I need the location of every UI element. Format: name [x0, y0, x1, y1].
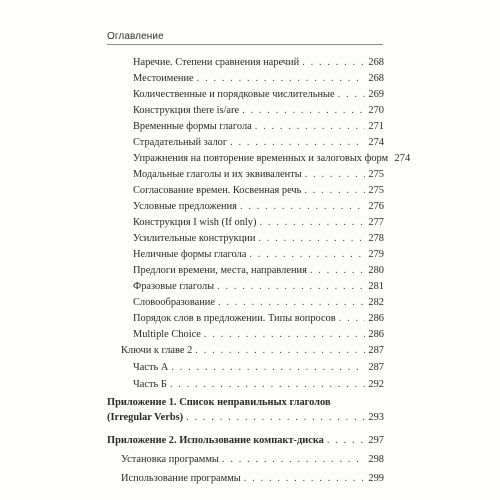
toc-entry-title: Порядок слов в предложении. Типы вопросов	[133, 313, 336, 324]
dot-leader	[310, 265, 365, 277]
dot-leader	[255, 121, 365, 133]
toc-entry[interactable]	[133, 379, 384, 391]
running-header: Оглавление	[107, 31, 164, 42]
toc-entry-title: Количественные и порядковые числительные	[133, 89, 335, 100]
toc-entry[interactable]	[133, 185, 384, 197]
dot-leader	[258, 233, 365, 245]
toc-entry-page: 269	[368, 89, 384, 100]
toc-entry-title: Часть А	[133, 362, 169, 373]
toc-entry[interactable]	[133, 169, 384, 181]
toc-entry-title: Multiple Choice	[133, 329, 201, 340]
toc-entry[interactable]	[133, 153, 411, 165]
toc-entry[interactable]	[133, 89, 384, 101]
toc-entry-title: Согласование времен. Косвенная речь	[133, 185, 302, 196]
toc-entry[interactable]	[133, 217, 384, 229]
dot-leader	[339, 313, 365, 325]
toc-entry[interactable]	[121, 454, 384, 466]
toc-entry[interactable]	[133, 73, 384, 85]
toc-entry-page: 279	[368, 249, 384, 260]
toc-entry-title: Установка программы	[121, 454, 219, 465]
toc-entry[interactable]	[133, 57, 384, 69]
toc-entry-page: 276	[368, 201, 384, 212]
toc-entry-title: Упражнения на повторение временных и залоговых форм	[133, 153, 389, 164]
toc-entry-title: Конструкция there is/are	[133, 105, 240, 116]
dot-leader	[305, 169, 365, 181]
dot-leader	[171, 362, 365, 374]
toc-entry-title: Использование программы	[121, 473, 241, 484]
dot-leader	[242, 105, 365, 117]
toc-entry-page: 268	[368, 57, 384, 68]
toc-entry-page: 286	[368, 329, 384, 340]
toc-entry[interactable]	[133, 297, 384, 309]
toc-entry-page: 268	[368, 73, 384, 84]
toc-entry[interactable]	[133, 265, 384, 277]
toc-entry-page: 298	[368, 454, 384, 465]
toc-entry[interactable]	[133, 201, 384, 213]
toc-entry[interactable]	[133, 121, 384, 133]
toc-entry-page: 271	[368, 121, 384, 132]
dot-leader	[204, 329, 365, 341]
toc-entry-page: 281	[368, 281, 384, 292]
toc-entry-title: Конструкция I wish (If only)	[133, 217, 257, 228]
toc-entry[interactable]	[133, 329, 384, 341]
toc-entry-title: Словообразование	[133, 297, 215, 308]
toc-entry[interactable]	[133, 137, 384, 149]
toc-entry-title: Временные формы глагола	[133, 121, 252, 132]
toc-entry[interactable]	[133, 249, 384, 261]
toc-entry-page: 292	[368, 379, 384, 390]
dot-leader	[327, 435, 365, 447]
toc-entry-page: 275	[368, 169, 384, 180]
dot-leader	[259, 217, 365, 229]
dot-leader	[170, 379, 365, 391]
toc-entry-page: 299	[368, 473, 384, 484]
dot-leader	[222, 454, 365, 466]
toc-entry-title: Наречие. Степени сравнения наречий	[133, 57, 300, 68]
toc-entry[interactable]	[121, 345, 384, 357]
toc-entry[interactable]	[133, 105, 384, 117]
toc-entry-page: 274	[394, 153, 411, 164]
toc-entry[interactable]	[133, 362, 384, 374]
toc-entry-title: Предлоги времени, места, направления	[133, 265, 307, 276]
toc-entry-title: Усилительные конструкции	[133, 233, 256, 244]
dot-leader	[302, 57, 365, 69]
toc-entry-title: Приложение 2. Использование компакт-диска	[107, 435, 324, 446]
toc-entry-title: Страдательный залог	[133, 137, 228, 148]
toc-entry-title: Ключи к главе 2	[121, 345, 193, 356]
toc-entry-title: Модальные глаголы и их эквиваленты	[133, 169, 302, 180]
toc-entry-page: 286	[368, 313, 384, 324]
toc-entry[interactable]	[121, 473, 384, 485]
toc-entry-page: 287	[368, 362, 384, 373]
toc-appendix-1[interactable]	[107, 412, 384, 424]
toc-entry-title: Фразовые глаголы	[133, 281, 215, 292]
toc-entry-page: 282	[368, 297, 384, 308]
header-divider	[107, 44, 383, 45]
toc-entry-title: Условные предложения	[133, 201, 237, 212]
dot-leader	[338, 89, 365, 101]
toc-entry-page: 280	[368, 265, 384, 276]
toc-entry-page: 297	[368, 435, 384, 446]
dot-leader	[230, 137, 365, 149]
toc-entry-page: 293	[368, 412, 384, 423]
toc-entry-title: Часть Б	[133, 379, 167, 390]
dot-leader	[218, 297, 365, 309]
dot-leader	[249, 249, 365, 261]
toc-entry-page: 278	[368, 233, 384, 244]
dot-leader	[244, 473, 365, 485]
dot-leader	[217, 281, 365, 293]
toc-entry[interactable]	[133, 233, 384, 245]
dot-leader	[197, 73, 365, 85]
toc-entry-page: 287	[368, 345, 384, 356]
toc-appendix-1-line1[interactable]: Приложение 1. Список неправильных глаголов	[107, 397, 331, 408]
toc-entry-title: (Irregular Verbs)	[107, 412, 184, 423]
toc-entry-title: Местоимение	[133, 73, 194, 84]
toc-entry-page: 270	[368, 105, 384, 116]
toc-entry-page: 274	[368, 137, 384, 148]
toc-entry[interactable]	[133, 313, 384, 325]
toc-entry-page: 275	[368, 185, 384, 196]
toc-appendix-2[interactable]	[107, 435, 384, 447]
dot-leader	[240, 201, 365, 213]
dot-leader	[186, 412, 365, 424]
toc-entry-title: Неличные формы глагола	[133, 249, 247, 260]
toc-entry[interactable]	[133, 281, 384, 293]
dot-leader	[195, 345, 365, 357]
dot-leader	[304, 185, 365, 197]
toc-entry-page: 277	[368, 217, 384, 228]
